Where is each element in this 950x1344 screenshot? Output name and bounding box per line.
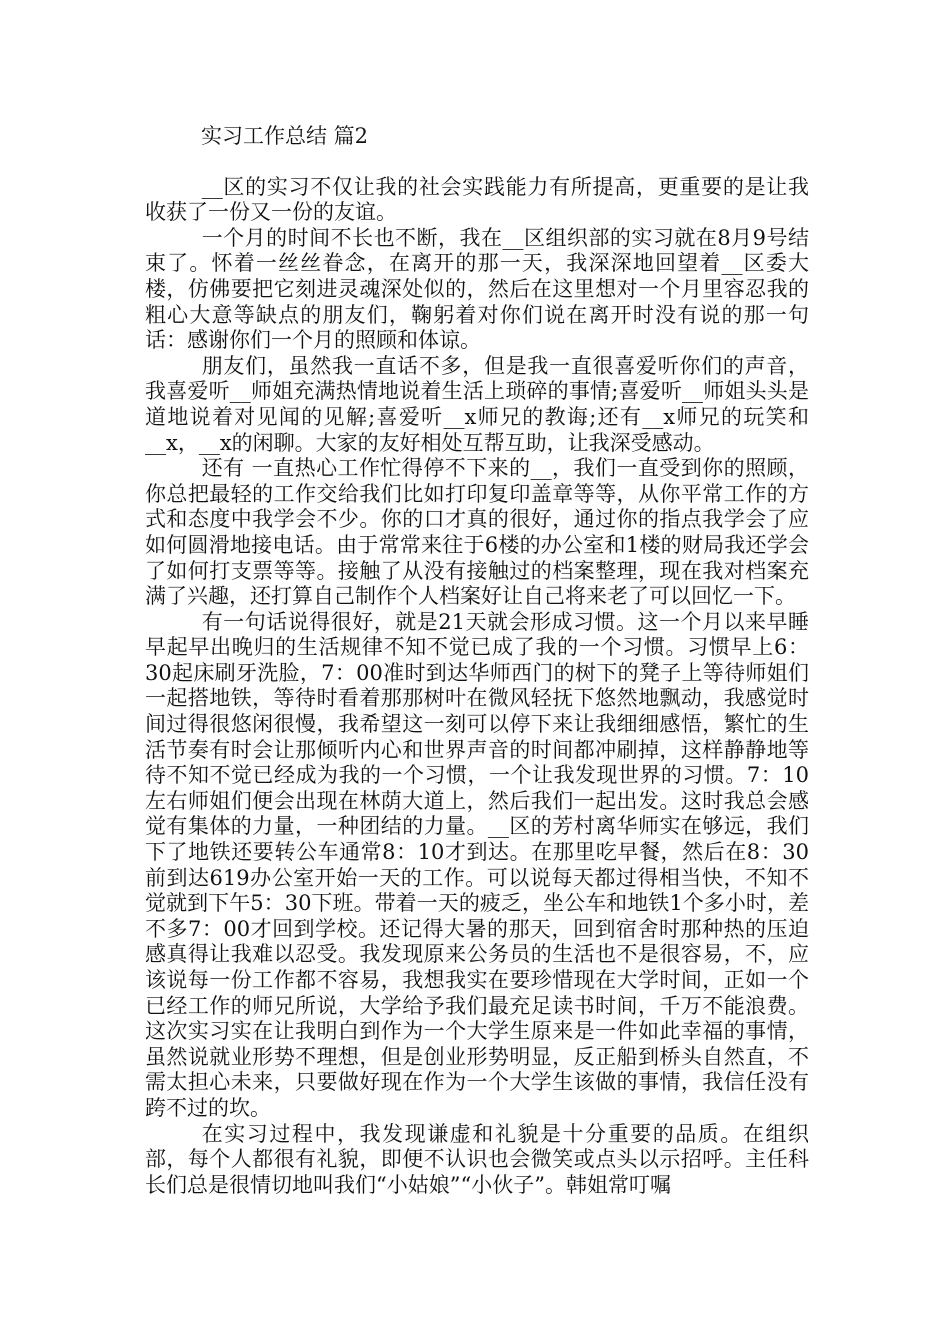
paragraph-5: 有一句话说得很好，就是21天就会形成习惯。这一个月以来早睡早起早出晚归的生活规律不知不觉已成了我的一个习惯。习惯早上6：30起床刷牙洗脸，7：00准时到达华师西门的树下的凳子上等待师姐们一起搭地铁，等待时看着那那树叶在微风轻抚下悠然地飘动，我感觉时间过得很悠闲很慢，我希望这一刻可以停下来让我细细感悟，繁忙的生活节奏有时会让那倾听内心和世界声音的时间都冲刷掉，这样静静地等待不知不觉已经成为我的一个习惯，一个让我发现世界的习惯。7：10左右师姐们便会出现在林荫大道上，然后我们一起出发。这时我总会感觉有集体的力量，一种团结的力量。__区的芳村离华师实在够远，我们下了地铁还要转公车通常8：10才到达。在那里吃早餐，然后在8：30前到达619办公室开始一天的工作。可以说每天都过得相当快，不知不觉就到下午5：30下班。带着一天的疲乏，坐公车和地铁1个多小时，差不多7：00才回到学校。还记得大暑的那天，回到宿舍时那种热的压迫感真得让我难以忍受。我发现原来公务员的生活也不是很容易，不，应该说每一份工作都不容易，我想我实在要珍惜现在大学时间，正如一个已经工作的师兄所说，大学给予我们最充足读书时间，千万不能浪费。这次实习实在让我明白到作为一个大学生原来是一件如此幸福的事情，虽然说就业形势不理想，但是创业形势明显，反正船到桥头自然直，不需太担心未来，只要做好现在作为一个大学生该做的事情，我信任没有跨不过的坎。 (145, 609, 809, 1120)
paragraph-1: __区的实习不仅让我的社会实践能力有所提高，更重要的是让我收获了一份又一份的友谊。 (145, 174, 809, 225)
document-title: 实习工作总结 篇2 (201, 124, 369, 148)
paragraph-4: 还有 一直热心工作忙得停不下来的__，我们一直受到你的照顾，你总把最轻的工作交给我们比如打印复印盖章等等，从你平常工作的方式和态度中我学会不少。你的口才真的很好，通过你的指点我学会了应如何圆滑地接电话。由于常常来往于6楼的办公室和1楼的财局我还学会了如何打支票等等。接触了从没有接触过的档案整理，现在我对档案充满了兴趣，还打算自己制作个人档案好让自己将来老了可以回忆一下。 (145, 456, 809, 609)
document-body (145, 116, 809, 1198)
paragraph-3: 朋友们，虽然我一直话不多，但是我一直很喜爱听你们的声音，我喜爱听__师姐充满热情地说着生活上琐碎的事情;喜爱听__师姐头头是道地说着对见闻的见解;喜爱听__x师兄的教诲;还有__x师兄的玩笑和__x，__x的闲聊。大家的友好相处互帮互助，让我深受感动。 (145, 353, 809, 455)
paragraph-6: 在实习过程中，我发现谦虚和礼貌是十分重要的品质。在组织部，每个人都很有礼貌，即便不认识也会微笑或点头以示招呼。主任科长们总是很情切地叫我们“小姑娘”“小伙子”。韩姐常叮嘱 (145, 1121, 809, 1197)
paragraph-2: 一个月的时间不长也不断，我在__区组织部的实习就在8月9号结束了。怀着一丝丝眷念，在离开的那一天，我深深地回望着__区委大楼，仿佛要把它刻进灵魂深处似的，然后在这里想对一个月里容忍我的粗心大意等缺点的朋友们，鞠躬着对你们说在离开时没有说的那一句话：感谢你们一个月的照顾和体谅。 (145, 225, 809, 353)
